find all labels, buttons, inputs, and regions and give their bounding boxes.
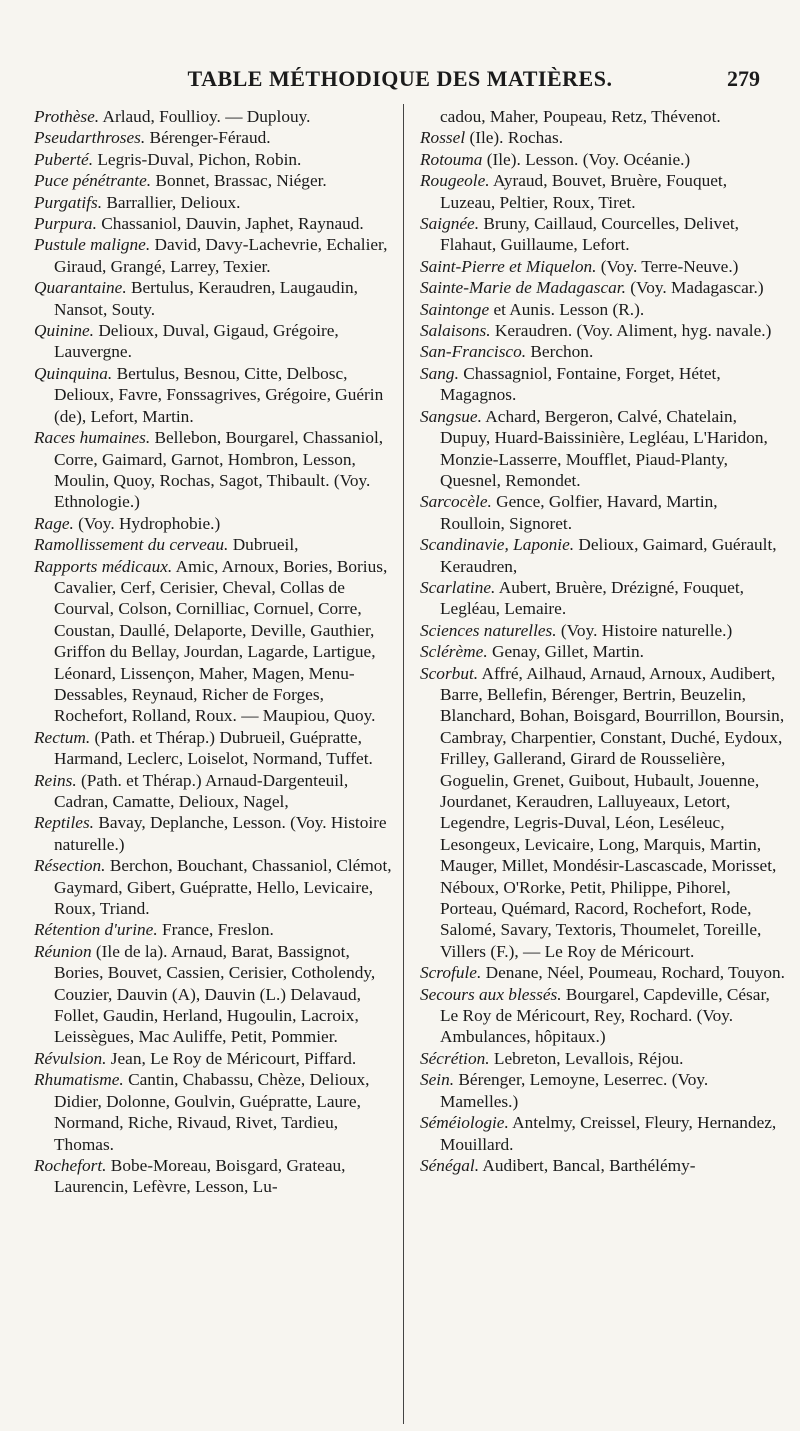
entry-heading: Reins. [34, 770, 77, 790]
entry-heading: Scorbut. [420, 663, 479, 683]
index-entry [34, 534, 392, 555]
entry-heading: Réunion [34, 941, 92, 961]
index-entry [34, 919, 392, 940]
entry-references: Keraudren. (Voy. Aliment, hyg. navale.) [490, 321, 772, 341]
entry-references: Bavay, Deplanche, Lesson. (Voy. Histoire naturelle.) [54, 813, 387, 854]
entry-references: Berchon. [526, 342, 594, 362]
index-entry [34, 320, 392, 363]
left-column [34, 106, 392, 1198]
entry-heading: Scarlatine. [420, 577, 496, 597]
index-entry [420, 641, 786, 662]
entry-heading: Sainte-Marie de Madagascar. [420, 278, 626, 298]
index-entry [420, 256, 786, 277]
entry-heading: Résection. [34, 856, 106, 876]
entry-references: (Ile de la). Arnaud, Barat, Bassignot, Bories, Bouvet, Cassien, Cerisier, Cotholendy, Couzier, Dauvin (A), Dauvin (L.) Delavaud, Follet, Gaudin, Herland, Hugoulin, Lacroix, Leissègues, Mac Auliffe, Petit, Pommier. [54, 941, 376, 1047]
entry-heading: Saint-Pierre et Miquelon. [420, 256, 597, 276]
entry-references: Cantin, Chabassu, Chèze, Delioux, Didier, Dolonne, Goulvin, Guépratte, Laure, Normand, Riche, Rivaud, Rivet, Tardieu, Thomas. [54, 1070, 370, 1154]
entry-references: France, Freslon. [157, 920, 274, 940]
entry-references: (Voy. Hydrophobie.) [73, 513, 221, 533]
entry-references: Bérenger, Lemoyne, Leserrec. (Voy. Mamelles.) [440, 1070, 709, 1111]
entry-heading: Pseudarthroses. [34, 128, 146, 148]
entry-heading: Sang. [420, 363, 459, 383]
index-entry [34, 170, 392, 191]
entry-references: Bruny, Caillaud, Courcelles, Delivet, Flahaut, Guillaume, Lefort. [440, 214, 739, 255]
index-entry [34, 727, 392, 770]
entry-references: Achard, Bergeron, Calvé, Chatelain, Dupuy, Huard-Baissinière, Legléau, L'Haridon, Monzie-Lasserre, Moufflet, Piaud-Planty, Quesnel, Remondet. [440, 406, 768, 490]
entry-heading: Quinine. [34, 321, 94, 341]
entry-references: Denane, Néel, Poumeau, Rochard, Touyon. [481, 963, 785, 983]
index-entry [420, 299, 786, 320]
entry-references: Amic, Arnoux, Bories, Borius, Cavalier, Cerf, Cerisier, Cheval, Collas de Courval, Colson, Cornilliac, Cornuel, Corre, Coustan, Daullé, Delaporte, Deville, Gauthier, Griffon du Bellay, Jourdan, Lagarde, Lartigue, Léonard, Lissençon, Maher, Magen, Menu-Dessables, Reynaud, Richer de Forges, Rochefort, Rolland, Roux. — Maupiou, Quoy. [54, 556, 388, 726]
index-entry [34, 513, 392, 534]
entry-references: Legris-Duval, Pichon, Robin. [93, 149, 302, 169]
entry-references: (Voy. Terre-Neuve.) [596, 256, 739, 276]
entry-references: Chassaniol, Dauvin, Japhet, Raynaud. [96, 214, 364, 234]
entry-heading: Sein. [420, 1070, 455, 1090]
entry-heading: Quarantaine. [34, 278, 127, 298]
entry-heading: Rochefort. [34, 1155, 107, 1175]
index-entry [34, 427, 392, 513]
index-entry [420, 663, 786, 963]
entry-heading: Secours aux blessés. [420, 984, 562, 1004]
index-entry [420, 984, 786, 1048]
entry-heading: Rage. [34, 513, 74, 533]
entry-heading: Sclérème. [420, 642, 488, 662]
index-entry [34, 770, 392, 813]
index-entry [420, 406, 786, 492]
entry-heading: Races humaines. [34, 428, 151, 448]
entry-references: Jean, Le Roy de Méricourt, Piffard. [106, 1048, 357, 1068]
entry-heading: Scandinavie, Laponie. [420, 535, 575, 555]
right-column [420, 106, 786, 1176]
entry-heading: Pustule maligne. [34, 235, 151, 255]
index-entry [420, 1112, 786, 1155]
entry-references: Delioux, Duval, Gigaud, Grégoire, Lauvergne. [54, 321, 339, 362]
index-entry [34, 1069, 392, 1155]
index-entry [420, 106, 786, 127]
entry-references: David, Davy-Lachevrie, Echalier, Giraud, Grangé, Larrey, Texier. [54, 235, 388, 276]
entry-references: Barrallier, Delioux. [102, 192, 241, 212]
entry-heading: Rectum. [34, 727, 91, 747]
entry-heading: Rossel [420, 128, 466, 148]
entry-heading: Reptiles. [34, 813, 94, 833]
entry-references: (Voy. Madagascar.) [625, 278, 764, 298]
entry-heading: Purpura. [34, 214, 97, 234]
index-entry [420, 620, 786, 641]
index-entry [34, 277, 392, 320]
entry-references: Arlaud, Foullioy. — Duplouy. [99, 107, 311, 126]
entry-heading: Rhumatisme. [34, 1070, 124, 1090]
entry-heading: Saignée. [420, 214, 480, 234]
entry-references: Lebreton, Levallois, Réjou. [489, 1048, 684, 1068]
index-entry [34, 234, 392, 277]
index-entry [420, 213, 786, 256]
index-entry [420, 491, 786, 534]
entry-heading: Scrofule. [420, 963, 482, 983]
entry-heading: Révulsion. [34, 1048, 107, 1068]
entry-references: Berchon, Bouchant, Chassaniol, Clémot, Gaymard, Gibert, Guépratte, Hello, Levicaire, Roux, Triand. [54, 856, 392, 919]
entry-references: Bellebon, Bourgarel, Chassaniol, Corre, Gaimard, Garnot, Hombron, Lesson, Moulin, Quoy, Rochas, Sagot, Thibault. (Voy. Ethnologie.) [54, 428, 384, 512]
index-entry [420, 962, 786, 983]
entry-references: et Aunis. Lesson (R.). [489, 299, 645, 319]
index-entry [34, 855, 392, 919]
index-entry [420, 363, 786, 406]
index-entry [420, 534, 786, 577]
entry-references: (Ile). Lesson. (Voy. Océanie.) [482, 149, 691, 169]
index-entry [34, 941, 392, 1048]
page-title: TABLE MÉTHODIQUE DES MATIÈRES. [187, 66, 613, 91]
index-entry [420, 170, 786, 213]
entry-references: Gence, Golfier, Havard, Martin, Roulloin, Signoret. [440, 492, 718, 533]
index-entry [420, 1155, 786, 1176]
entry-references: Dubrueil, [228, 535, 299, 555]
entry-references: Chassagniol, Fontaine, Forget, Hétet, Magagnos. [440, 363, 721, 405]
index-entry [420, 127, 786, 148]
index-entry [34, 106, 392, 127]
entry-references: (Ile). Rochas. [465, 128, 564, 148]
index-entry [420, 1069, 786, 1112]
entry-references: Genay, Gillet, Martin. [487, 642, 644, 662]
index-entry [34, 149, 392, 170]
entry-references: Bérenger-Féraud. [145, 128, 271, 148]
index-entry [420, 149, 786, 170]
entry-heading: Puce pénétrante. [34, 171, 152, 191]
index-entry [34, 127, 392, 148]
entry-references: Ayraud, Bouvet, Bruère, Fouquet, Luzeau, Peltier, Roux, Tiret. [440, 171, 728, 212]
index-entry [420, 341, 786, 362]
index-entry [34, 556, 392, 727]
entry-heading: Séméiologie. [420, 1113, 509, 1133]
index-entry [34, 812, 392, 855]
index-entry [34, 213, 392, 234]
entry-heading: Prothèse. [34, 107, 100, 126]
entry-heading: Ramollissement du cerveau. [34, 535, 229, 555]
entry-heading: Sénégal. [420, 1155, 480, 1175]
index-entry [420, 577, 786, 620]
entry-heading: Puberté. [34, 149, 94, 169]
entry-heading: Salaisons. [420, 321, 491, 341]
index-entry [34, 1048, 392, 1069]
entry-heading: Rapports médicaux. [34, 556, 173, 576]
entry-heading: Quinquina. [34, 363, 113, 383]
entry-heading: Rétention d'urine. [34, 920, 158, 940]
entry-heading: Rougeole. [420, 171, 490, 191]
entry-references: (Path. et Thérap.) Dubrueil, Guépratte, Harmand, Leclerc, Loiselot, Normand, Tuffet. [54, 727, 373, 769]
entry-references: (Path. et Thérap.) Arnaud-Dargenteuil, Cadran, Camatte, Delioux, Nagel, [54, 770, 349, 811]
index-entry [34, 363, 392, 427]
entry-references: Delioux, Gaimard, Guérault, Keraudren, [440, 535, 777, 576]
entry-references: Bourgarel, Capdeville, César, Le Roy de Méricourt, Rey, Rochard. (Voy. Ambulances, hôpitaux.) [440, 984, 770, 1047]
entry-references: Bobe-Moreau, Boisgard, Grateau, Laurencin, Lefèvre, Lesson, Lu- [54, 1155, 346, 1197]
index-entry [420, 1048, 786, 1069]
entry-references: (Voy. Histoire naturelle.) [556, 620, 733, 640]
entry-heading: Sangsue. [420, 406, 482, 426]
entry-references: cadou, Maher, Poupeau, Retz, Thévenot. [440, 107, 721, 126]
entry-heading: Sécrétion. [420, 1048, 490, 1068]
entry-heading: Saintonge [420, 299, 490, 319]
index-entry [34, 192, 392, 213]
entry-heading: Rotouma [420, 149, 483, 169]
entry-references: Audibert, Bancal, Barthélémy- [479, 1155, 696, 1175]
page-number: 279 [727, 66, 760, 91]
entry-references: Bonnet, Brassac, Niéger. [151, 171, 327, 191]
page-header [0, 66, 800, 94]
entry-references: Bertulus, Keraudren, Laugaudin, Nansot, Souty. [54, 278, 358, 319]
entry-heading: San-Francisco. [420, 342, 527, 362]
column-divider [403, 104, 404, 1424]
entry-references: Antelmy, Creissel, Fleury, Hernandez, Mouillard. [440, 1113, 777, 1154]
entry-heading: Sarcocèle. [420, 492, 492, 512]
entry-heading: Sciences naturelles. [420, 620, 557, 640]
entry-heading: Purgatifs. [34, 192, 103, 212]
entry-references: Affré, Ailhaud, Arnaud, Arnoux, Audibert, Barre, Bellefin, Bérenger, Bertrin, Beuzelin, Blanchard, Bohan, Boisgard, Bourrillon, Boursin, Cambray, Charpentier, Constant, Duché, Eydoux, Frilley, Gallerand, Girard de Rousselière, Goguelin, Grenet, Guibout, Hubault, Jouenne, Jourdanet, Keraudren, Lalluyeaux, Letort, Legendre, Legris-Duval, Léon, Leséleuc, Lesongeux, Levicaire, Long, Marquis, Martin, Mauger, Millet, Mondésir-Lascascade, Morisset, Néboux, O'Rorke, Petit, Philippe, Pihorel, Porteau, Quémard, Racord, Rochefort, Rode, Salomé, Savary, Textoris, Thoumelet, Toreille, Villers (F.), — Le Roy de Méricourt. [440, 663, 785, 961]
index-entry [420, 277, 786, 298]
index-entry [34, 1155, 392, 1198]
entry-references: Aubert, Bruère, Drézigné, Fouquet, Legléau, Lemaire. [440, 577, 744, 619]
index-entry [420, 320, 786, 341]
entry-references: Bertulus, Besnou, Citte, Delbosc, Delioux, Favre, Fonssagrives, Grégoire, Guérin (de), Lefort, Martin. [54, 363, 384, 426]
